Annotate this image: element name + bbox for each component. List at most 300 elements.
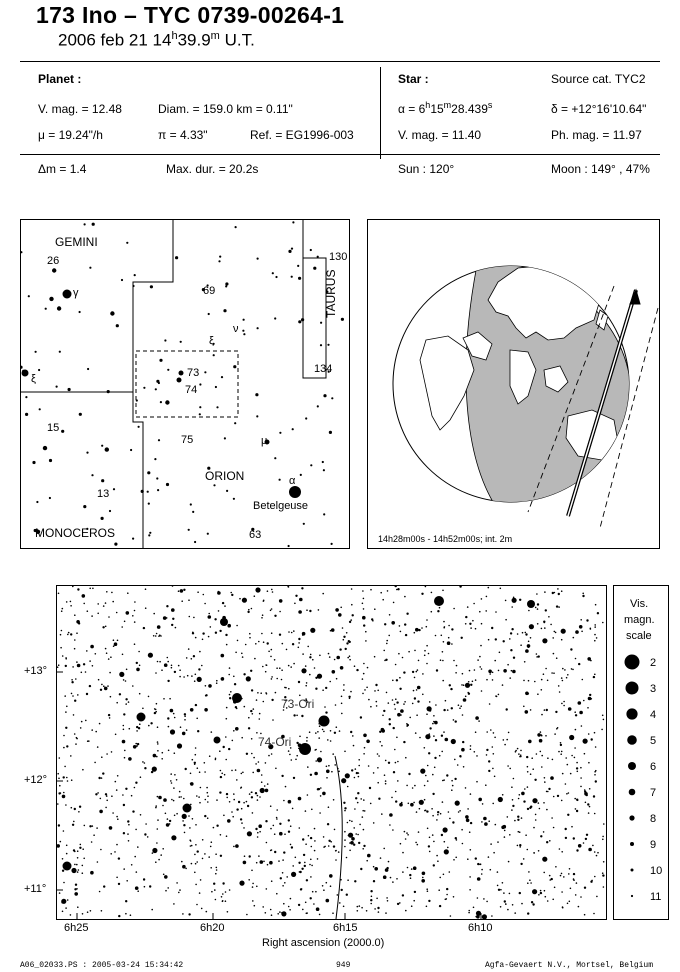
field-star <box>503 825 507 829</box>
field-star <box>136 730 138 732</box>
field-star <box>235 727 239 731</box>
field-star <box>315 760 317 762</box>
field-star <box>216 682 218 684</box>
field-star <box>367 667 369 669</box>
field-star <box>498 889 500 891</box>
field-star <box>541 735 543 737</box>
field-star <box>74 864 76 866</box>
field-star <box>424 655 426 657</box>
finder-star <box>274 317 276 319</box>
field-star <box>305 843 307 845</box>
field-star <box>585 838 587 840</box>
field-star <box>59 785 61 787</box>
field-star <box>490 869 492 871</box>
field-star <box>402 852 404 854</box>
finder-star <box>279 432 281 434</box>
field-star <box>127 820 129 822</box>
field-star <box>461 684 463 686</box>
field-star <box>322 593 324 595</box>
field-star <box>575 808 577 810</box>
field-star <box>341 889 343 891</box>
field-star <box>496 696 498 698</box>
field-star <box>433 841 435 843</box>
field-star <box>271 678 273 680</box>
field-star <box>574 757 576 759</box>
field-star <box>170 780 172 782</box>
field-star <box>188 648 190 650</box>
field-star <box>144 767 146 769</box>
field-star <box>105 626 107 628</box>
field-star <box>427 890 429 892</box>
field-star <box>81 721 83 723</box>
field-star <box>344 839 346 841</box>
field-star <box>532 798 537 803</box>
field-star <box>219 791 221 793</box>
field-star <box>204 815 206 817</box>
header-rule-top <box>20 61 660 62</box>
field-star <box>305 902 307 904</box>
field-star <box>111 592 113 594</box>
field-star <box>315 891 317 893</box>
field-star <box>443 641 445 643</box>
field-star <box>468 912 470 914</box>
field-star <box>145 823 147 825</box>
field-star <box>281 775 283 777</box>
field-star <box>470 627 472 629</box>
field-star <box>603 886 605 888</box>
field-star <box>429 837 431 839</box>
field-star <box>310 774 312 776</box>
field-star <box>134 643 136 645</box>
finder-star <box>56 386 58 388</box>
field-star <box>529 624 534 629</box>
field-star <box>583 842 585 844</box>
field-star <box>433 715 435 717</box>
field-star <box>573 879 575 881</box>
field-star <box>76 738 78 740</box>
finder-star <box>49 297 53 301</box>
field-star <box>195 824 197 826</box>
field-star <box>305 665 307 667</box>
field-star <box>252 713 254 715</box>
legend-title-2: magn. <box>624 614 655 626</box>
field-star <box>459 586 461 588</box>
field-star <box>239 881 244 886</box>
field-star <box>270 828 272 830</box>
field-star <box>307 646 309 648</box>
field-star <box>289 909 291 911</box>
field-star <box>546 841 548 843</box>
field-star <box>299 695 301 697</box>
field-star <box>136 871 138 873</box>
field-star <box>123 868 125 870</box>
field-star <box>153 754 157 758</box>
field-star <box>271 880 273 882</box>
field-star <box>528 871 530 873</box>
field-star <box>502 882 504 884</box>
field-star <box>66 745 68 747</box>
field-star <box>383 650 385 652</box>
field-star <box>78 869 80 871</box>
field-star <box>314 828 316 830</box>
field-star <box>422 673 424 675</box>
field-star <box>326 770 330 774</box>
field-star <box>63 776 65 778</box>
field-star <box>573 637 575 639</box>
field-star <box>381 813 383 815</box>
field-star <box>314 772 318 776</box>
field-star <box>241 653 243 655</box>
field-star <box>511 670 513 672</box>
field-star <box>500 588 502 590</box>
field-star <box>240 787 242 789</box>
field-star <box>527 786 529 788</box>
field-star <box>404 701 406 703</box>
field-star <box>87 740 89 742</box>
field-star <box>594 771 596 773</box>
path-direction-arrow <box>630 290 640 304</box>
field-star <box>343 639 345 641</box>
field-star <box>486 679 488 681</box>
field-star <box>358 776 360 778</box>
field-star <box>223 815 225 817</box>
field-star <box>257 836 259 838</box>
finder-star <box>121 279 123 281</box>
field-star <box>330 730 332 732</box>
finder-star <box>291 248 293 250</box>
field-star <box>322 689 324 691</box>
field-star <box>128 840 130 842</box>
field-star <box>351 769 353 771</box>
finder-star <box>148 503 150 505</box>
field-star <box>536 593 538 595</box>
finder-star <box>288 250 291 253</box>
field-star <box>127 833 129 835</box>
field-star <box>595 746 597 748</box>
field-star <box>157 828 159 830</box>
field-star <box>538 655 540 657</box>
field-star <box>488 670 492 674</box>
field-star <box>553 796 555 798</box>
field-star <box>584 914 586 916</box>
field-star <box>99 723 101 725</box>
field-star <box>521 903 523 905</box>
field-star <box>226 835 228 837</box>
field-star <box>256 862 258 864</box>
y-tick-11: +11° <box>24 883 47 895</box>
finder-star <box>149 532 151 534</box>
field-star <box>305 810 307 812</box>
field-star <box>334 659 336 661</box>
field-star <box>227 624 231 628</box>
field-star <box>192 759 194 761</box>
field-star <box>106 795 108 797</box>
field-star <box>377 782 379 784</box>
field-star <box>558 751 560 753</box>
field-star <box>250 670 252 672</box>
field-star <box>429 851 431 853</box>
field-star <box>181 861 183 863</box>
field-star <box>366 740 370 744</box>
planet-diameter: Diam. = 159.0 km = 0.11" <box>158 102 293 116</box>
field-star <box>82 872 84 874</box>
finder-star <box>243 333 245 335</box>
field-star <box>346 642 348 644</box>
magnitude-legend <box>613 585 669 920</box>
field-star <box>444 841 446 843</box>
field-star <box>563 876 565 878</box>
field-star <box>95 731 97 733</box>
field-star <box>164 875 168 879</box>
field-star <box>386 692 388 694</box>
field-star <box>374 656 376 658</box>
field-star <box>265 789 269 793</box>
field-star <box>174 774 176 776</box>
field-star <box>299 871 301 873</box>
field-star <box>593 795 595 797</box>
field-star <box>289 802 291 804</box>
field-star <box>467 808 469 810</box>
field-star <box>254 905 256 907</box>
field-star <box>481 668 483 670</box>
field-star <box>298 638 300 640</box>
field-star <box>138 727 140 729</box>
field-star <box>486 754 488 756</box>
field-star <box>74 892 78 896</box>
field-star <box>602 874 604 876</box>
field-star <box>244 706 246 708</box>
field-star <box>461 748 465 752</box>
field-star <box>377 753 379 755</box>
field-star <box>477 897 479 899</box>
field-star <box>61 610 63 612</box>
field-star <box>71 868 76 873</box>
field-star <box>468 681 470 683</box>
field-star <box>123 832 125 834</box>
field-star <box>519 892 521 894</box>
field-star <box>271 608 273 610</box>
field-star <box>281 912 283 914</box>
field-star <box>262 666 264 668</box>
field-star <box>486 749 488 751</box>
field-star <box>258 855 260 857</box>
field-star <box>455 801 460 806</box>
field-star <box>566 793 568 795</box>
field-star <box>197 850 199 852</box>
field-star <box>462 741 464 743</box>
field-star <box>426 645 428 647</box>
finder-star <box>38 369 40 371</box>
field-star <box>293 777 295 779</box>
field-star <box>359 905 361 907</box>
field-star <box>489 673 491 675</box>
field-star <box>561 873 563 875</box>
field-star <box>413 690 415 692</box>
field-star <box>106 753 108 755</box>
field-star <box>290 844 292 846</box>
field-star <box>73 821 75 823</box>
field-star <box>562 907 564 909</box>
finder-star <box>109 510 111 512</box>
field-star <box>374 690 376 692</box>
field-star <box>195 844 197 846</box>
field-star <box>536 653 538 655</box>
field-star <box>512 799 514 801</box>
earth-map <box>367 219 660 549</box>
field-star <box>92 665 94 667</box>
field-star <box>342 627 344 629</box>
field-star <box>426 663 428 665</box>
star-75-label: 75 <box>181 434 194 446</box>
field-star <box>485 610 487 612</box>
field-star <box>267 864 269 866</box>
field-star <box>61 630 63 632</box>
field-star <box>433 864 435 866</box>
field-star <box>229 801 231 803</box>
field-star <box>57 773 59 775</box>
field-star <box>256 732 258 734</box>
field-star <box>366 860 368 862</box>
field-star <box>183 798 185 800</box>
finder-star <box>110 311 114 315</box>
field-star <box>357 906 359 908</box>
field-star <box>448 625 450 627</box>
field-star <box>279 599 283 603</box>
field-star <box>341 703 343 705</box>
field-star <box>199 892 201 894</box>
field-star <box>408 803 410 805</box>
field-star <box>414 632 416 634</box>
field-star <box>135 886 139 890</box>
field-star <box>336 678 338 680</box>
field-star <box>355 797 357 799</box>
field-star <box>362 590 364 592</box>
finder-star <box>143 387 145 389</box>
field-star <box>269 861 273 865</box>
field-star <box>182 814 187 819</box>
field-star <box>517 816 519 818</box>
field-star <box>349 655 351 657</box>
field-star <box>257 795 259 797</box>
field-star <box>399 902 401 904</box>
star-rule <box>380 154 660 155</box>
finder-star <box>150 285 153 288</box>
field-star <box>343 636 345 638</box>
field-star <box>562 680 564 682</box>
field-star <box>242 772 244 774</box>
field-star <box>374 608 376 610</box>
field-star <box>105 648 107 650</box>
field-star <box>363 598 365 600</box>
field-star <box>517 633 519 635</box>
finder-star <box>291 276 293 278</box>
field-star <box>92 588 94 590</box>
field-star <box>194 762 196 764</box>
field-star <box>409 874 411 876</box>
legend-dot <box>631 869 634 872</box>
field-star <box>451 628 453 630</box>
field-star <box>425 734 430 739</box>
field-star <box>358 772 360 774</box>
nu-label: ν <box>233 323 239 335</box>
field-star <box>586 619 588 621</box>
field-star <box>547 757 549 759</box>
finder-star <box>297 265 299 267</box>
field-star <box>157 726 159 728</box>
field-star <box>412 671 414 673</box>
field-star <box>354 808 356 810</box>
finder-star <box>188 529 190 531</box>
field-star <box>339 730 341 732</box>
field-star <box>544 709 546 711</box>
field-star <box>89 660 91 662</box>
field-star <box>387 590 389 592</box>
field-star <box>474 669 476 671</box>
field-star <box>161 758 163 760</box>
field-star <box>473 603 475 605</box>
delta-magnitude: Δm = 1.4 <box>38 162 87 176</box>
field-star <box>188 913 190 915</box>
field-star <box>469 623 471 625</box>
field-star <box>530 882 532 884</box>
field-star <box>405 634 407 636</box>
field-star <box>74 733 76 735</box>
field-star <box>205 685 207 687</box>
field-star <box>299 827 301 829</box>
field-star <box>101 756 103 758</box>
field-star <box>133 745 137 749</box>
field-star <box>275 692 277 694</box>
field-star <box>362 816 364 818</box>
field-star <box>551 672 553 674</box>
field-star <box>513 657 515 659</box>
field-star <box>424 650 426 652</box>
field-star <box>482 914 487 919</box>
field-star <box>589 694 591 696</box>
finder-chart <box>20 219 350 549</box>
field-star <box>441 635 443 637</box>
field-star <box>527 808 529 810</box>
field-star <box>436 855 438 857</box>
field-star <box>103 605 105 607</box>
field-star <box>311 809 313 811</box>
field-star <box>465 683 470 688</box>
field-star <box>589 806 591 808</box>
field-star <box>274 851 276 853</box>
field-star <box>396 679 398 681</box>
field-star <box>421 593 423 595</box>
field-star <box>426 888 428 890</box>
field-star <box>241 822 243 824</box>
field-star <box>276 893 278 895</box>
field-star <box>288 750 290 752</box>
field-star <box>211 731 213 733</box>
field-star <box>363 829 365 831</box>
field-star <box>582 679 584 681</box>
field-star <box>195 863 197 865</box>
field-star <box>93 834 95 836</box>
field-star <box>131 864 133 866</box>
field-star <box>411 868 413 870</box>
betelgeuse-label: Betelgeuse <box>253 500 309 512</box>
field-star <box>602 839 604 841</box>
field-star <box>532 889 537 894</box>
field-star <box>345 648 347 650</box>
field-star <box>233 793 235 795</box>
field-star <box>233 730 235 732</box>
field-star <box>436 819 438 821</box>
field-star <box>265 664 267 666</box>
